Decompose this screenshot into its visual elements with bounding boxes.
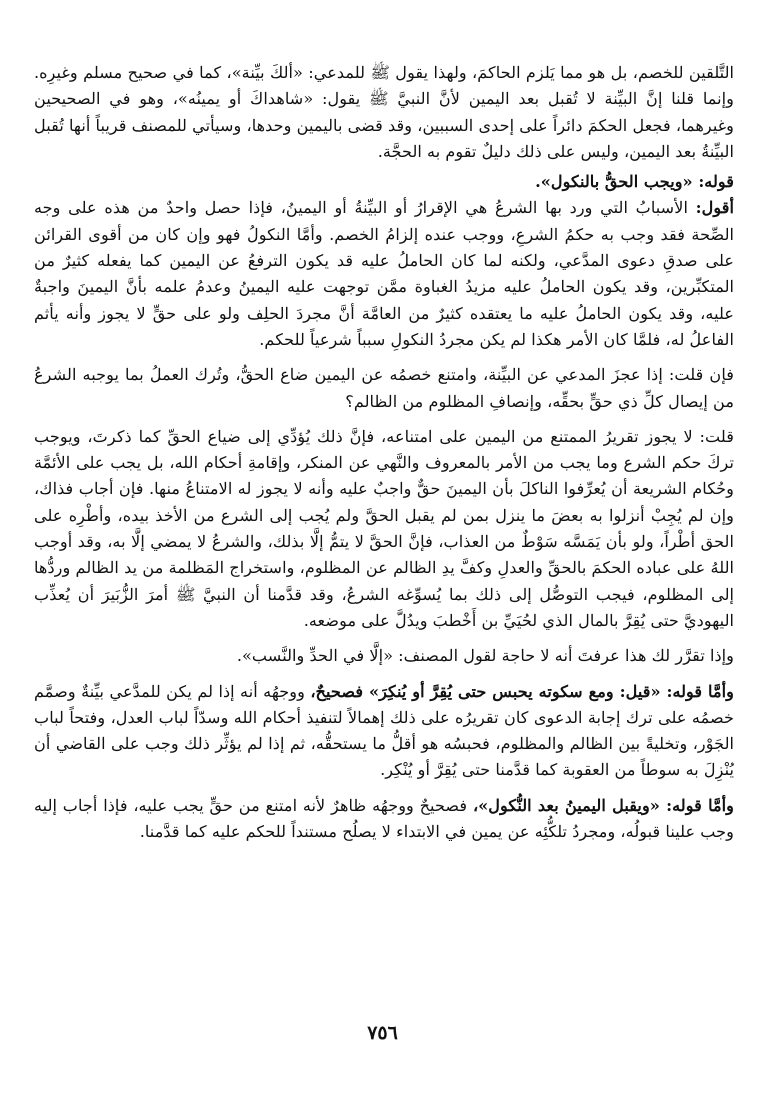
paragraph-1	[34, 60, 734, 165]
paragraph-7	[34, 679, 734, 784]
paragraph-5-text: قلت: لا يجوز تقريرُ الممتنع من اليمين على امتناعه، فإنَّ ذلك يُؤدِّي إلى ضياع الحقِّ كما ذكرتَ، ويوجب تركَ حكم الشرع وما يجب من الأمر بالمعروف والنَّهي عن المنكر، وإقامةِ أحكام الله، بل يجب على الأئمَّة وحُكام الشريعة أن يُعرِّفوا الناكلَ بأن اليمينَ حقٌّ واجبٌ عليه وأنه لا يجوز له الامتناعُ منها. فإن أجاب فذاك، وإن لم يُجِبْ أنزلوا به بعضَ ما ينزل بمن لم يقبل الحقَّ ولم يُجب إلى الشرع من الأخذ بيده، وأطْرِه على الحق أطْراً، ولو بأن يَمَسَّه سَوْطٌ من العذاب، فإنَّ الحقَّ لا يتمُّ إلَّا بذلك، والشرعُ لا يمضي إلَّا به، وقد أوجب اللهُ على عباده الحكمَ بالحقِّ والعدلِ وكفَّ يدِ الظالم عن المظلوم، واستخراج المَظلمة من يد الظالم وردُّها إلى المظلوم، فيجب التوصُّل إلى ذلك بما يُسوِّغه الشرعُ، وقد قدَّمنا أن النبيَّ ﷺ أمرَ الزُّبَيرَ أن يُعذِّب اليهوديَّ حتى يُقِرَّ بالمال الذي لحُيَيِّ بن أَخْطبَ ويدُلَّ على موضعه.	[34, 426, 734, 630]
paragraph-8	[34, 793, 734, 846]
paragraph-4-text: فإن قلت: إذا عجزَ المدعي عن البيِّنة، وامتنع خصمُه عن اليمين ضاع الحقُّ، وتُرك العملُ بما يوجبه الشرعُ من إيصال كلِّ ذي حقٍّ بحقِّه، وإنصافِ المظلوم من الظالم؟	[34, 365, 734, 411]
paragraph-3-lead: أقول:	[695, 198, 734, 218]
paragraph-2-heading	[34, 169, 734, 195]
paragraph-3	[34, 195, 734, 353]
paragraph-1-text: التَّلقين للخصم، بل هو مما يَلزم الحاكمَ، ولهذا يقول ﷺ للمدعي: «ألكَ بيِّنة»، كما في صحيح مسلم وغيرِه. وإنما قلنا إنَّ البيِّنة لا تُقبل بعد اليمين لأنَّ النبيَّ ﷺ يقول: «شاهداكَ أو يمينُه»، وهو في الصحيحين وغيرهما، فجعل الحكمَ دائراً على إحدى السببين، وقد قضى باليمين وحدها، وسيأتي للمصنف قريباً أنها تُقبل البيِّنةُ بعد اليمين، وليس على ذلك دليلٌ تقوم به الحجَّة.	[34, 63, 734, 161]
paragraph-2-lead: قوله:	[698, 172, 734, 192]
paragraph-7-text: ووجهُه أنه إذا لم يكن للمدَّعي بيِّنةٌ وصمَّم خصمُه على ترك إجابة الدعوى كان تقريرُه على ذلك إهمالاً لتنفيذ أحكام الله وسدّاً لباب العدل، وفتحاً لباب الجَوْر، وتخليةً بين الظالم والمظلوم، فحبسُه هو أقلُّ ما يستحقُّه، ثم إذا لم يؤثِّر ذلك وجب على القاضي أن يُنْزِلَ به سوطاً من العقوبة كما قدَّمنا حتى يُقِرَّ أو يُنْكِر.	[34, 681, 734, 780]
page-body	[34, 60, 734, 845]
page-number: ٧٥٦	[367, 1022, 398, 1044]
paragraph-7-lead: وأمَّا قوله: «قيل: ومع سكوته يحبس حتى يُقِرَّ أو يُنكِرَ» فصحيحٌ،	[310, 681, 734, 701]
paragraph-2-text: «ويجب الحقُّ بالنكول».	[535, 172, 693, 192]
paragraph-3-text: الأسبابُ التي ورد بها الشرعُ هي الإقرارُ أو البيِّنةُ أو اليمينُ، فإذا حصل واحدٌ من هذه على وجه الصِّحة فقد وجب به حكمُ الشرعِ، ووجب عنده إلزامُ الخصم. وأمَّا النكولُ فهو وإن كان من أقوى القرائن على صدقِ دعوى المدَّعي، ولكنه لما كان الحاملُ عليه قد يكون الترفعُ عن اليمين كما يفعله كثيرٌ من المتكبِّرين، وقد يكون الحاملُ عليه مزيدُ الغباوة ممَّن توجهت عليه اليمينُ وعدمُ علمه بأنَّ اليمينَ واجبةٌ عليه، وقد يكون الحاملُ عليه ما يعتقده كثيرٌ من العامَّة أنَّ مجردَ الحلِف ولو على حقٍّ لا يجوز وأنه يأثم الفاعلُ له، فلمَّا كان الأمر هكذا لم يكن مجردُ النكولِ سبباً شرعياً للحكم.	[34, 198, 734, 349]
paragraph-8-lead: وأمَّا قوله: «ويقبل اليمينُ بعد النُّكول»،	[472, 795, 734, 815]
paragraph-5	[34, 424, 734, 634]
paragraph-6	[34, 643, 734, 669]
paragraph-8-text: فصحيحٌ ووجهُه ظاهرٌ لأنه امتنع من حقٍّ يجب عليه، فإذا أجاب إليه وجب علينا قبولُه، ومجردُ تلكُّئِه عن يمين في الابتداء لا يصلُح مستنداً للحكم عليه كما قدَّمنا.	[34, 795, 734, 842]
paragraph-6-text: وإذا تقرَّر لك هذا عرفتَ أنه لا حاجة لقول المصنف: «إلَّا في الحدِّ والنَّسب».	[236, 646, 734, 666]
paragraph-4	[34, 362, 734, 415]
